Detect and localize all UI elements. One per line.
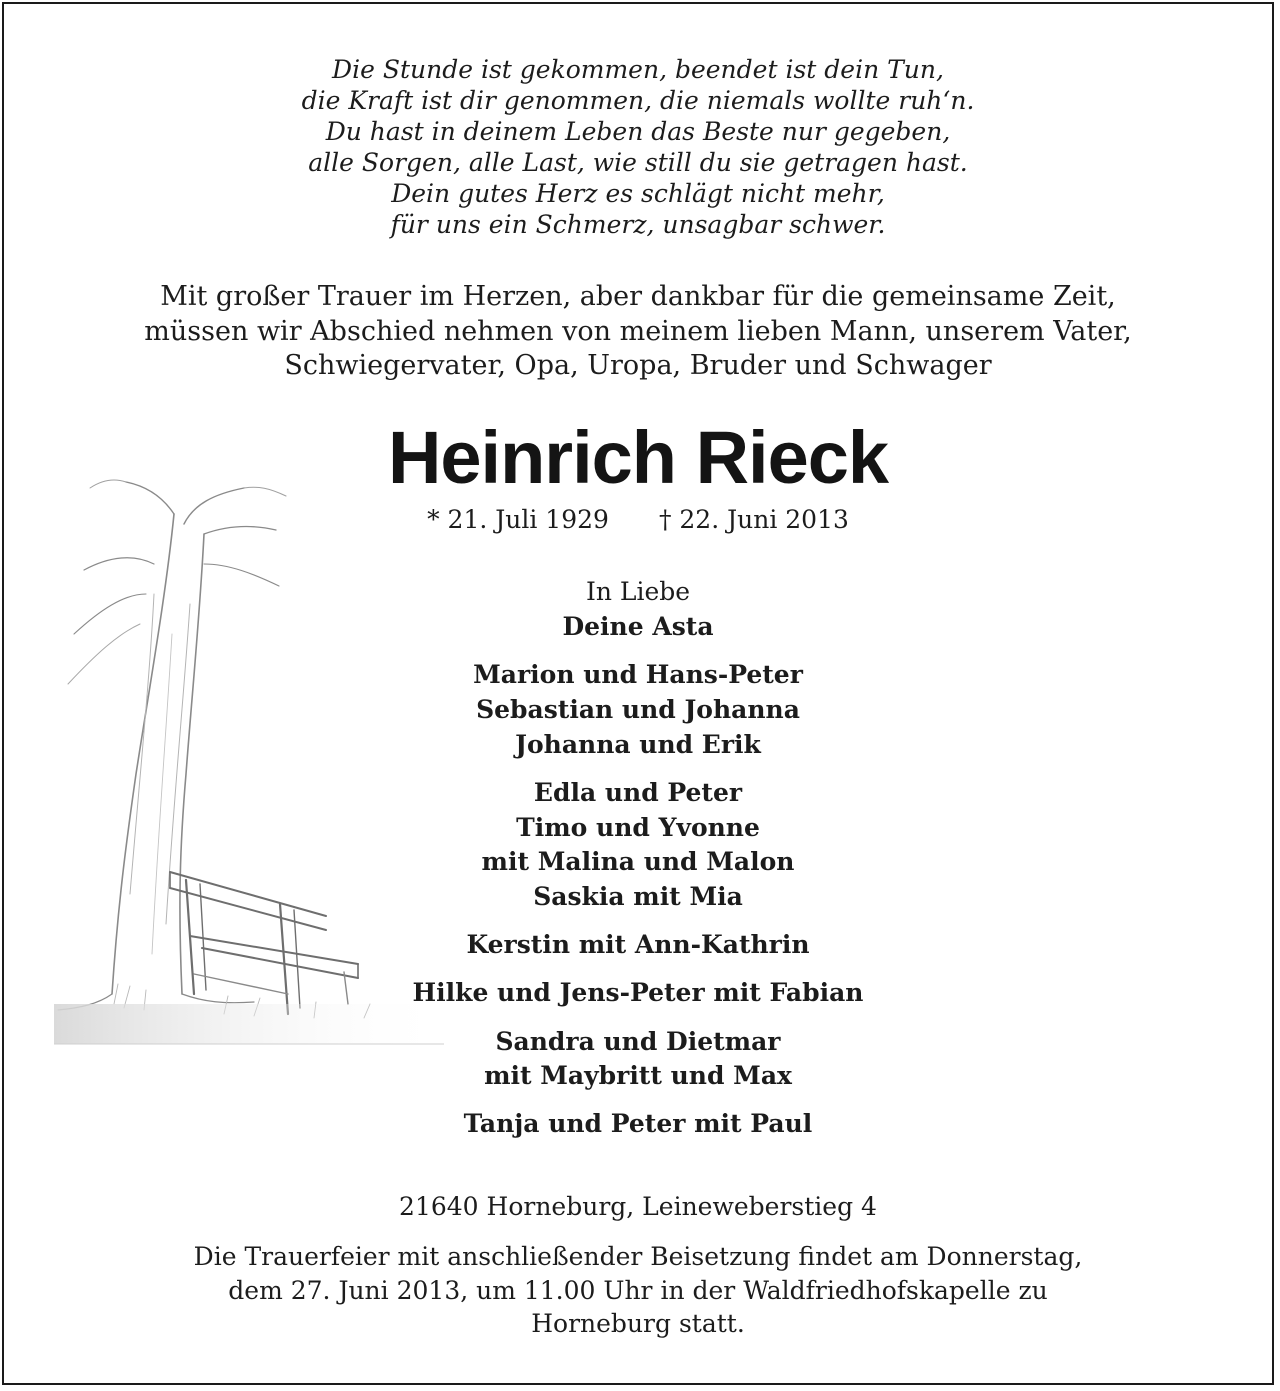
memorial-poem [4, 54, 1272, 240]
obituary-notice [2, 2, 1274, 1385]
poem-line: die Kraft ist dir genommen, die niemals wollte ruh‘n. [301, 86, 975, 115]
death-date: † 22. Juni 2013 [658, 505, 849, 534]
funeral-service-info [4, 1240, 1272, 1341]
family-group [4, 610, 1272, 645]
intro-text [4, 280, 1272, 384]
intro-line: müssen wir Abschied nehmen von meinem lieben Mann, unserem Vater, [144, 315, 1132, 347]
service-line: dem 27. Juni 2013, um 11.00 Uhr in der Waldfriedhofskapelle zu [228, 1275, 1048, 1305]
family-member: Edla und Peter [533, 777, 743, 807]
family-member: Sebastian und Johanna [476, 694, 800, 724]
family-member: Kerstin mit Ann-Kathrin [466, 930, 810, 960]
service-line: Die Trauerfeier mit anschließender Beisetzung findet am Donnerstag, [193, 1242, 1083, 1271]
poem-line: Du hast in deinem Leben das Beste nur gegeben, [325, 117, 951, 146]
poem-line: Dein gutes Herz es schlägt nicht mehr, [391, 179, 885, 208]
service-line: Horneburg statt. [531, 1309, 745, 1338]
intro-line: Schwiegervater, Opa, Uropa, Bruder und Schwager [284, 350, 992, 381]
family-group [4, 658, 1272, 762]
poem-line: Die Stunde ist gekommen, beendet ist dein Tun, [332, 55, 944, 84]
family-member: Deine Asta [562, 612, 714, 641]
family-group [4, 928, 1272, 963]
family-group [4, 1107, 1272, 1142]
intro-line: Mit großer Trauer im Herzen, aber dankbar für die gemeinsame Zeit, [160, 281, 1116, 312]
family-member: Johanna und Erik [515, 729, 761, 759]
birth-date: * 21. Juli 1929 [427, 505, 609, 534]
family-group [4, 976, 1272, 1011]
family-member: Tanja und Peter mit Paul [463, 1109, 813, 1139]
family-member: mit Malina und Malon [481, 847, 795, 877]
poem-line: für uns ein Schmerz, unsagbar schwer. [390, 210, 886, 239]
family-member: Timo und Yvonne [516, 812, 760, 842]
family-member: Marion und Hans-Peter [473, 660, 803, 690]
family-member: Saskia mit Mia [533, 881, 743, 911]
family-member: Sandra und Dietmar [495, 1026, 781, 1056]
deceased-name: Heinrich Rieck [387, 416, 889, 499]
family-group [4, 1025, 1272, 1094]
life-dates [4, 504, 1272, 536]
family-signatures [4, 576, 1272, 1156]
family-group [4, 776, 1272, 915]
family-member: mit Maybritt und Max [484, 1061, 792, 1091]
in-liebe-heading: In Liebe [585, 577, 691, 606]
family-address: 21640 Horneburg, Leineweberstieg 4 [399, 1192, 877, 1221]
family-member: Hilke und Jens-Peter mit Fabian [412, 978, 864, 1008]
poem-line: alle Sorgen, alle Last, wie still du sie getragen hast. [308, 148, 968, 177]
